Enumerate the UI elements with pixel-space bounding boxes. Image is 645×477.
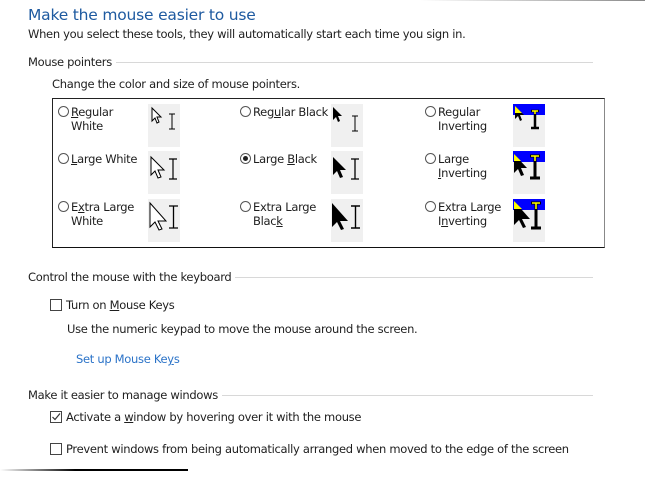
divider [222, 395, 593, 396]
checkbox-mouse-keys[interactable] [50, 298, 174, 312]
option-label: Large Black [253, 152, 317, 166]
radio-regular-black[interactable] [240, 105, 328, 119]
radio-circle[interactable] [425, 106, 436, 117]
radio-circle[interactable] [58, 153, 69, 164]
page-subtitle: When you select these tools, they will automatically start each time you sign in. [28, 27, 466, 41]
arrow-black-large-icon [331, 151, 363, 194]
radio-circle[interactable] [425, 201, 436, 212]
checkbox-activate-window-hover[interactable] [50, 410, 361, 424]
arrow-white-regular-icon [148, 104, 180, 147]
radio-regular-white[interactable] [58, 105, 113, 133]
section-windows-heading [28, 388, 593, 402]
radio-regular-inverting[interactable] [425, 105, 487, 133]
preview-regular-black [331, 104, 363, 147]
section-heading-label: Make it easier to manage windows [28, 388, 218, 402]
divider [116, 62, 593, 63]
checkbox-box-checked[interactable] [50, 411, 62, 423]
radio-extra-large-black[interactable] [240, 200, 316, 228]
section-heading-label: Mouse pointers [28, 55, 112, 69]
setup-mouse-keys-link[interactable]: Set up Mouse Keys [76, 352, 180, 366]
checkbox-prevent-arrange[interactable] [50, 442, 569, 456]
preview-extra-large-white [148, 199, 180, 242]
radio-circle-selected[interactable] [240, 153, 251, 164]
checkmark-icon [51, 412, 61, 422]
radio-circle[interactable] [240, 201, 251, 212]
arrow-white-large-icon [148, 151, 180, 194]
bottom-edge-line [0, 469, 188, 471]
preview-large-inverting [513, 151, 545, 194]
section-keyboard-heading [28, 270, 593, 284]
radio-circle[interactable] [58, 201, 69, 212]
option-label: Large Inverting [438, 152, 487, 180]
radio-circle[interactable] [240, 106, 251, 117]
preview-regular-inverting [513, 104, 545, 147]
checkbox-label: Turn on Mouse Keys [66, 298, 175, 312]
mouse-keys-description: Use the numeric keypad to move the mouse around the screen. [67, 322, 418, 336]
option-label: Regular Inverting [438, 105, 487, 133]
radio-extra-large-inverting[interactable] [425, 200, 501, 228]
option-label: Regular Black [253, 105, 328, 119]
preview-regular-white [148, 104, 180, 147]
page-title: Make the mouse easier to use [28, 6, 256, 24]
option-label: Extra Large White [71, 200, 135, 228]
radio-circle[interactable] [425, 153, 436, 164]
arrow-white-extra-large-icon [148, 199, 180, 242]
preview-extra-large-black [331, 199, 363, 242]
option-label: Regular White [71, 105, 114, 133]
checkbox-label: Prevent windows from being automatically arranged when moved to the edge of the screen [66, 442, 569, 456]
radio-large-inverting[interactable] [425, 152, 487, 180]
arrow-inverting-large-icon [513, 151, 545, 194]
arrow-black-extra-large-icon [331, 199, 363, 242]
preview-large-black [331, 151, 363, 194]
radio-extra-large-white[interactable] [58, 200, 134, 228]
checkbox-box[interactable] [50, 443, 62, 455]
option-label: Large White [71, 152, 138, 166]
preview-extra-large-inverting [513, 199, 545, 242]
radio-circle[interactable] [58, 106, 69, 117]
checkbox-label: Activate a window by hovering over it with the mouse [66, 410, 362, 424]
mouse-pointers-description: Change the color and size of mouse pointers. [52, 77, 300, 91]
option-label: Extra Large Inverting [438, 200, 502, 228]
pointer-scheme-group [52, 98, 605, 248]
arrow-inverting-extra-large-icon [513, 199, 545, 242]
radio-large-black[interactable] [240, 152, 317, 166]
section-mouse-pointers-heading [28, 55, 593, 69]
top-edge-line [420, 0, 645, 1]
radio-large-white[interactable] [58, 152, 137, 166]
divider [235, 277, 593, 278]
section-heading-label: Control the mouse with the keyboard [28, 270, 232, 284]
option-label: Extra Large Black [253, 200, 317, 228]
arrow-black-regular-icon [331, 104, 363, 147]
checkbox-box[interactable] [50, 299, 62, 311]
arrow-inverting-regular-icon [513, 104, 545, 147]
preview-large-white [148, 151, 180, 194]
